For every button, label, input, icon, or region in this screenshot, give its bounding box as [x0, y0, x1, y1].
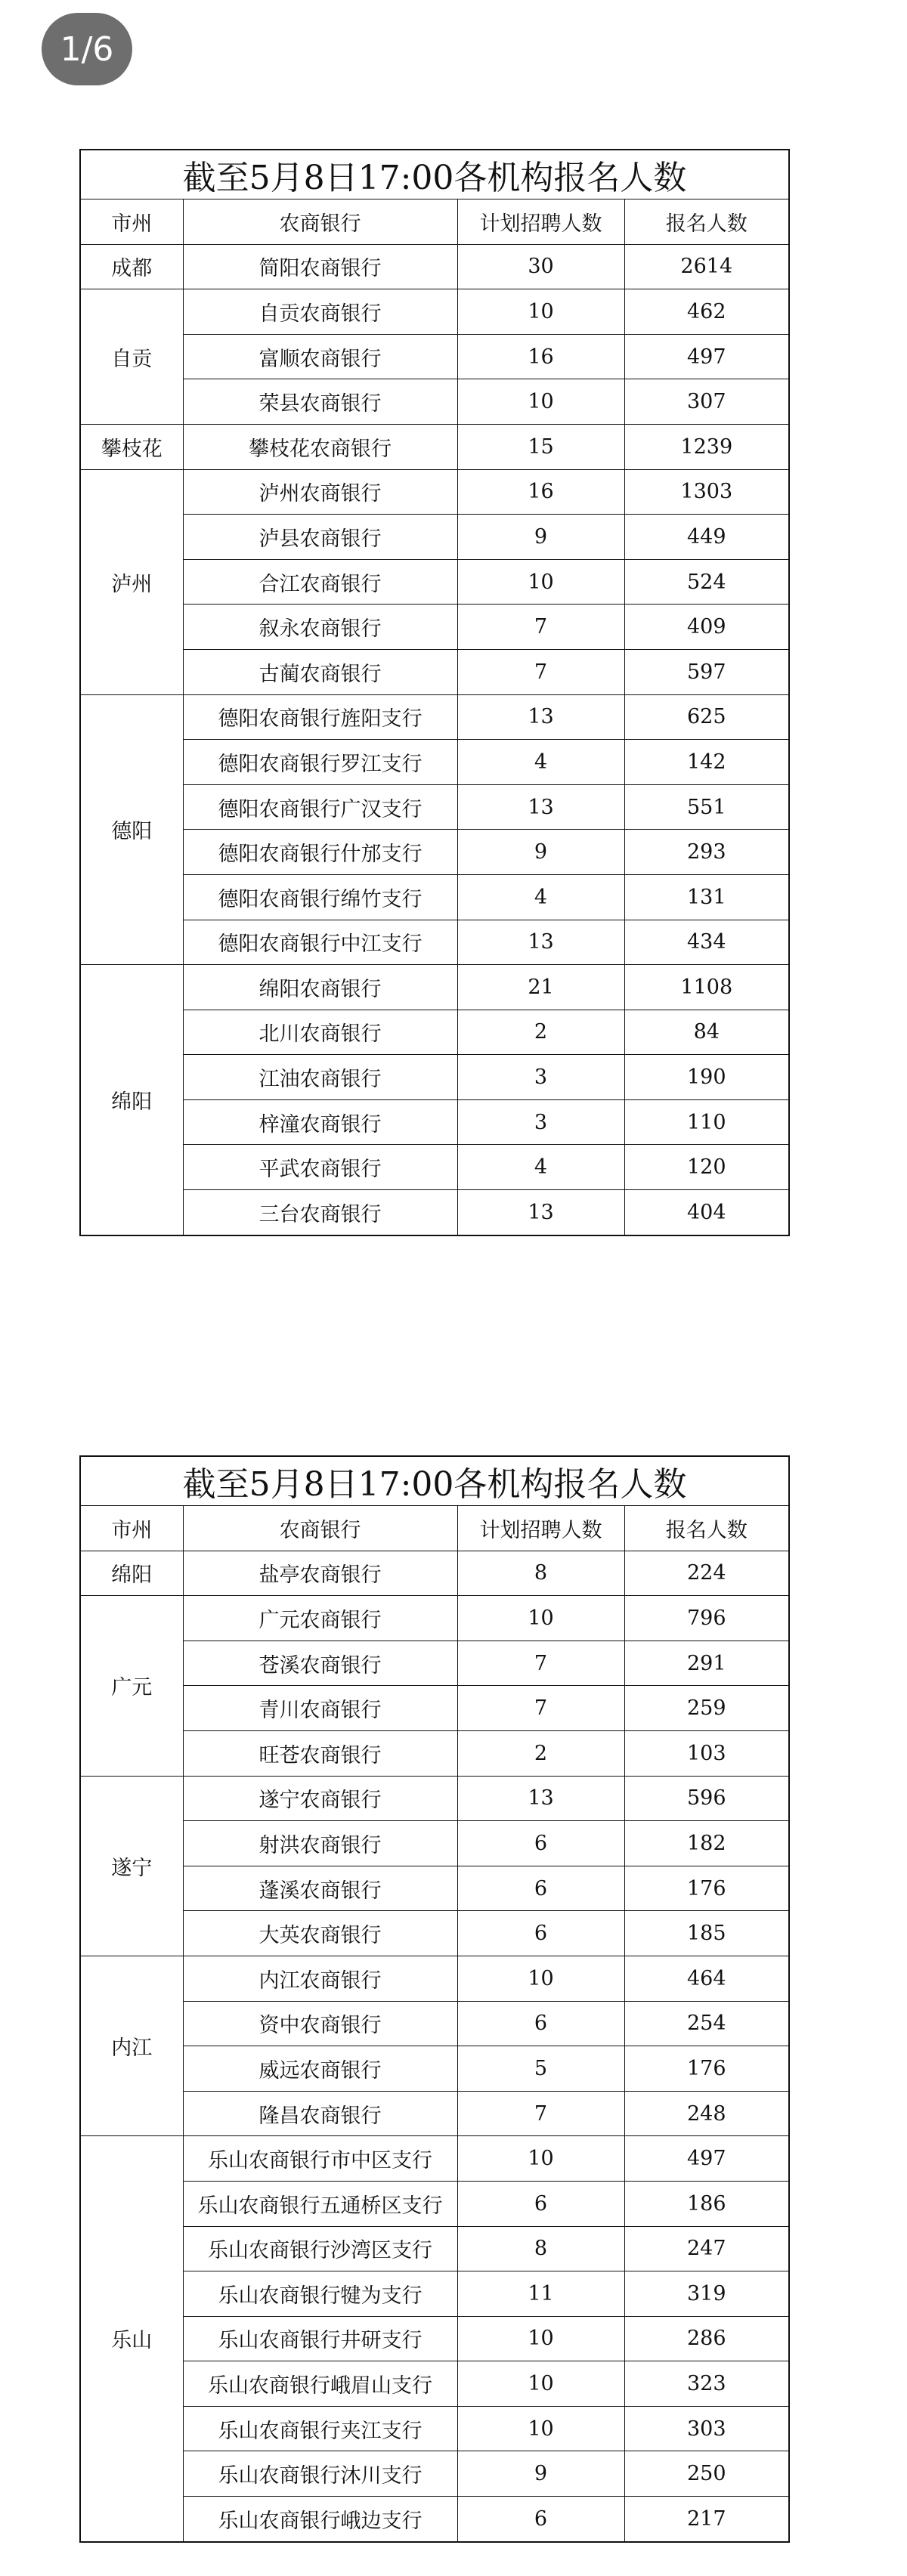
bank-cell: 遂宁农商银行	[183, 1776, 457, 1821]
bank-cell: 德阳农商银行旌阳支行	[183, 694, 457, 740]
bank-cell: 德阳农商银行中江支行	[183, 920, 457, 965]
table-row	[80, 1866, 789, 1911]
applicants-cell: 182	[624, 1821, 789, 1866]
plan-cell: 11	[457, 2271, 624, 2317]
applicants-cell: 131	[624, 874, 789, 920]
table-row	[80, 2001, 789, 2046]
applicants-cell: 404	[624, 1190, 789, 1235]
table-row	[80, 244, 789, 289]
bank-cell: 射洪农商银行	[183, 1821, 457, 1866]
bank-cell: 三台农商银行	[183, 1190, 457, 1235]
bank-cell: 青川农商银行	[183, 1686, 457, 1731]
table-body	[80, 244, 789, 1235]
city-cell: 广元	[80, 1596, 183, 1776]
table-title: 截至5月8日17:00各机构报名人数	[80, 150, 789, 199]
plan-cell: 7	[457, 649, 624, 694]
table-row	[80, 1730, 789, 1776]
table-row	[80, 1821, 789, 1866]
table-row	[80, 289, 789, 335]
applicants-cell: 449	[624, 515, 789, 560]
header-plan: 计划招聘人数	[457, 1506, 624, 1551]
plan-cell: 6	[457, 2181, 624, 2226]
bank-cell: 古蔺农商银行	[183, 649, 457, 694]
applicants-cell: 247	[624, 2226, 789, 2271]
table-row	[80, 1099, 789, 1145]
header-city: 市州	[80, 1506, 183, 1551]
applicants-cell: 462	[624, 289, 789, 335]
applicants-cell: 84	[624, 1010, 789, 1055]
table-row	[80, 694, 789, 740]
plan-cell: 10	[457, 1956, 624, 2001]
bank-cell: 乐山农商银行井研支行	[183, 2316, 457, 2361]
table-row	[80, 1641, 789, 1686]
bank-cell: 叙永农商银行	[183, 605, 457, 650]
applicants-cell: 190	[624, 1055, 789, 1100]
bank-cell: 德阳农商银行罗江支行	[183, 740, 457, 785]
table-row	[80, 2316, 789, 2361]
applicants-cell: 796	[624, 1596, 789, 1641]
plan-cell: 6	[457, 1866, 624, 1911]
plan-cell: 13	[457, 920, 624, 965]
bank-cell: 泸县农商银行	[183, 515, 457, 560]
plan-cell: 10	[457, 2406, 624, 2451]
table-row	[80, 1055, 789, 1100]
table-row	[80, 2406, 789, 2451]
table-row	[80, 2181, 789, 2226]
plan-cell: 8	[457, 2226, 624, 2271]
bank-cell: 广元农商银行	[183, 1596, 457, 1641]
bank-cell: 乐山农商银行峨眉山支行	[183, 2361, 457, 2407]
city-cell: 自贡	[80, 289, 183, 425]
table-title: 截至5月8日17:00各机构报名人数	[80, 1456, 789, 1506]
table-row	[80, 1776, 789, 1821]
header-applicants: 报名人数	[624, 1506, 789, 1551]
plan-cell: 21	[457, 965, 624, 1010]
city-cell: 泸州	[80, 469, 183, 694]
bank-cell: 北川农商银行	[183, 1010, 457, 1055]
plan-cell: 10	[457, 379, 624, 425]
plan-cell: 10	[457, 559, 624, 605]
bank-cell: 乐山农商银行沙湾区支行	[183, 2226, 457, 2271]
bank-cell: 乐山农商银行五通桥区支行	[183, 2181, 457, 2226]
bank-cell: 隆昌农商银行	[183, 2091, 457, 2136]
applicants-cell: 185	[624, 1911, 789, 1956]
bank-cell: 盐亭农商银行	[183, 1551, 457, 1596]
applicants-cell: 250	[624, 2451, 789, 2497]
table-row	[80, 2046, 789, 2092]
bank-cell: 富顺农商银行	[183, 334, 457, 379]
header-applicants: 报名人数	[624, 199, 789, 245]
applicants-cell: 319	[624, 2271, 789, 2317]
city-cell: 绵阳	[80, 965, 183, 1235]
header-row	[80, 1506, 789, 1551]
applicants-cell: 254	[624, 2001, 789, 2046]
applicants-cell: 1239	[624, 424, 789, 469]
header-row	[80, 199, 789, 245]
plan-cell: 9	[457, 830, 624, 875]
applicants-cell: 186	[624, 2181, 789, 2226]
plan-cell: 3	[457, 1099, 624, 1145]
table-row	[80, 1010, 789, 1055]
table-row	[80, 1190, 789, 1235]
table-row	[80, 515, 789, 560]
applicants-cell: 176	[624, 1866, 789, 1911]
plan-cell: 16	[457, 334, 624, 379]
plan-cell: 10	[457, 2361, 624, 2407]
city-cell: 遂宁	[80, 1776, 183, 1956]
plan-cell: 2	[457, 1010, 624, 1055]
bank-cell: 威远农商银行	[183, 2046, 457, 2092]
bank-cell: 简阳农商银行	[183, 244, 457, 289]
header-city: 市州	[80, 199, 183, 245]
bank-cell: 内江农商银行	[183, 1956, 457, 2001]
registration-table-1	[79, 149, 788, 1236]
applicants-cell: 497	[624, 334, 789, 379]
table-body	[80, 1551, 789, 2542]
plan-cell: 4	[457, 1145, 624, 1190]
applicants-cell: 1108	[624, 965, 789, 1010]
plan-cell: 5	[457, 2046, 624, 2092]
plan-cell: 6	[457, 2001, 624, 2046]
plan-cell: 30	[457, 244, 624, 289]
applicants-cell: 142	[624, 740, 789, 785]
table-row	[80, 2497, 789, 2542]
bank-cell: 绵阳农商银行	[183, 965, 457, 1010]
table-row	[80, 605, 789, 650]
plan-cell: 4	[457, 874, 624, 920]
plan-cell: 10	[457, 1596, 624, 1641]
applicants-cell: 464	[624, 1956, 789, 2001]
city-cell: 德阳	[80, 694, 183, 965]
applicants-cell: 596	[624, 1776, 789, 1821]
bank-cell: 合江农商银行	[183, 559, 457, 605]
applicants-cell: 551	[624, 784, 789, 830]
bank-cell: 乐山农商银行峨边支行	[183, 2497, 457, 2542]
plan-cell: 8	[457, 1551, 624, 1596]
city-cell: 成都	[80, 244, 183, 289]
table-row	[80, 379, 789, 425]
plan-cell: 13	[457, 1776, 624, 1821]
bank-cell: 平武农商银行	[183, 1145, 457, 1190]
plan-cell: 4	[457, 740, 624, 785]
page-indicator[interactable]: 1/6	[42, 13, 132, 85]
plan-cell: 9	[457, 2451, 624, 2497]
bank-cell: 自贡农商银行	[183, 289, 457, 335]
bank-cell: 旺苍农商银行	[183, 1730, 457, 1776]
applicants-cell: 291	[624, 1641, 789, 1686]
plan-cell: 6	[457, 1911, 624, 1956]
bank-cell: 德阳农商银行绵竹支行	[183, 874, 457, 920]
plan-cell: 7	[457, 605, 624, 650]
table-row	[80, 1551, 789, 1596]
applicants-cell: 497	[624, 2136, 789, 2182]
plan-cell: 9	[457, 515, 624, 560]
bank-cell: 乐山农商银行犍为支行	[183, 2271, 457, 2317]
plan-cell: 10	[457, 2316, 624, 2361]
registration-table-2	[79, 1455, 788, 2543]
table-row	[80, 2136, 789, 2182]
table-row	[80, 334, 789, 379]
plan-cell: 6	[457, 1821, 624, 1866]
applicants-cell: 110	[624, 1099, 789, 1145]
applicants-cell: 323	[624, 2361, 789, 2407]
applicants-cell: 224	[624, 1551, 789, 1596]
plan-cell: 6	[457, 2497, 624, 2542]
bank-cell: 攀枝花农商银行	[183, 424, 457, 469]
table-row	[80, 784, 789, 830]
applicants-cell: 303	[624, 2406, 789, 2451]
table-row	[80, 1686, 789, 1731]
city-cell: 乐山	[80, 2136, 183, 2542]
bank-cell: 蓬溪农商银行	[183, 1866, 457, 1911]
bank-cell: 资中农商银行	[183, 2001, 457, 2046]
applicants-cell: 434	[624, 920, 789, 965]
table-row	[80, 2451, 789, 2497]
table-row	[80, 2271, 789, 2317]
applicants-cell: 120	[624, 1145, 789, 1190]
plan-cell: 13	[457, 694, 624, 740]
table-row	[80, 830, 789, 875]
plan-cell: 2	[457, 1730, 624, 1776]
plan-cell: 13	[457, 784, 624, 830]
table-row	[80, 1596, 789, 1641]
bank-cell: 江油农商银行	[183, 1055, 457, 1100]
applicants-cell: 1303	[624, 469, 789, 515]
bank-cell: 大英农商银行	[183, 1911, 457, 1956]
table-row	[80, 2361, 789, 2407]
applicants-cell: 259	[624, 1686, 789, 1731]
table-row	[80, 965, 789, 1010]
plan-cell: 7	[457, 2091, 624, 2136]
header-plan: 计划招聘人数	[457, 199, 624, 245]
table-row	[80, 874, 789, 920]
applicants-cell: 597	[624, 649, 789, 694]
bank-cell: 乐山农商银行夹江支行	[183, 2406, 457, 2451]
table-row	[80, 740, 789, 785]
bank-cell: 荣县农商银行	[183, 379, 457, 425]
table-row	[80, 920, 789, 965]
header-bank: 农商银行	[183, 1506, 457, 1551]
header-bank: 农商银行	[183, 199, 457, 245]
applicants-cell: 307	[624, 379, 789, 425]
applicants-cell: 2614	[624, 244, 789, 289]
table-row	[80, 1956, 789, 2001]
plan-cell: 13	[457, 1190, 624, 1235]
table-row	[80, 2226, 789, 2271]
city-cell: 攀枝花	[80, 424, 183, 469]
bank-cell: 苍溪农商银行	[183, 1641, 457, 1686]
applicants-cell: 248	[624, 2091, 789, 2136]
city-cell: 绵阳	[80, 1551, 183, 1596]
city-cell: 内江	[80, 1956, 183, 2135]
plan-cell: 7	[457, 1686, 624, 1731]
applicants-cell: 625	[624, 694, 789, 740]
applicants-cell: 286	[624, 2316, 789, 2361]
plan-cell: 7	[457, 1641, 624, 1686]
applicants-cell: 293	[624, 830, 789, 875]
bank-cell: 泸州农商银行	[183, 469, 457, 515]
applicants-cell: 176	[624, 2046, 789, 2092]
table-row	[80, 1145, 789, 1190]
table-row	[80, 2091, 789, 2136]
bank-cell: 德阳农商银行广汉支行	[183, 784, 457, 830]
bank-cell: 乐山农商银行沐川支行	[183, 2451, 457, 2497]
plan-cell: 3	[457, 1055, 624, 1100]
plan-cell: 16	[457, 469, 624, 515]
table-row	[80, 649, 789, 694]
applicants-cell: 409	[624, 605, 789, 650]
bank-cell: 德阳农商银行什邡支行	[183, 830, 457, 875]
table-row	[80, 1911, 789, 1956]
applicants-cell: 103	[624, 1730, 789, 1776]
applicants-cell: 217	[624, 2497, 789, 2542]
table-row	[80, 424, 789, 469]
bank-cell: 乐山农商银行市中区支行	[183, 2136, 457, 2182]
plan-cell: 10	[457, 2136, 624, 2182]
plan-cell: 15	[457, 424, 624, 469]
table-row	[80, 559, 789, 605]
table-row	[80, 469, 789, 515]
plan-cell: 10	[457, 289, 624, 335]
bank-cell: 梓潼农商银行	[183, 1099, 457, 1145]
applicants-cell: 524	[624, 559, 789, 605]
